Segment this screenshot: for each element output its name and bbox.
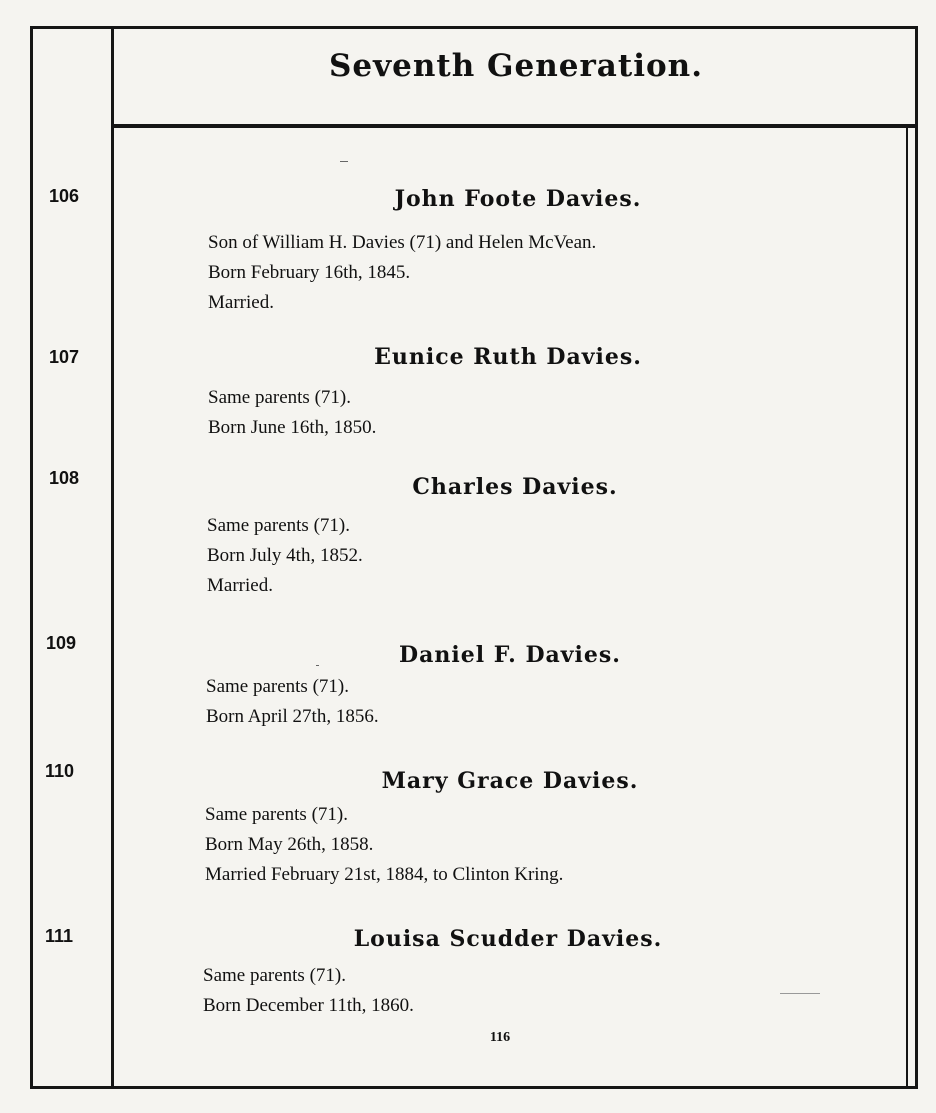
entry-details bbox=[206, 672, 379, 732]
entry-details bbox=[205, 800, 563, 890]
entry-details bbox=[203, 961, 414, 1021]
entry-line: Married February 21st, 1884, to Clinton Kring. bbox=[205, 864, 564, 885]
entry-line: Same parents (71). bbox=[208, 387, 351, 408]
entry-line: Son of William H. Davies (71) and Helen McVean. bbox=[208, 232, 597, 253]
inner-right-rule bbox=[906, 126, 908, 1089]
entry-line: Born February 16th, 1845. bbox=[208, 262, 411, 283]
entry-number: 106 bbox=[49, 186, 80, 206]
entry-number: 109 bbox=[46, 633, 77, 653]
entry-number: 108 bbox=[49, 468, 80, 488]
stray-mark bbox=[316, 665, 319, 666]
entry-details bbox=[207, 511, 363, 601]
entry-details bbox=[208, 228, 596, 318]
page-title: Seventh Generation. bbox=[328, 48, 704, 84]
entry-line: Born June 16th, 1850. bbox=[208, 417, 377, 438]
entry-line: Born July 4th, 1852. bbox=[207, 545, 363, 566]
entry-number: 107 bbox=[49, 347, 80, 367]
entry-number: 111 bbox=[45, 926, 74, 946]
entry-name: Louisa Scudder Davies. bbox=[353, 926, 663, 952]
entry-name: Charles Davies. bbox=[412, 474, 618, 500]
entry-line: Married. bbox=[207, 575, 273, 596]
entry-name: Daniel F. Davies. bbox=[399, 642, 621, 668]
entry-line: Born December 11th, 1860. bbox=[203, 995, 414, 1016]
entry-line: Born May 26th, 1858. bbox=[205, 834, 374, 855]
entry-number: 110 bbox=[45, 761, 75, 781]
number-column-rule bbox=[111, 26, 114, 1089]
entry-line: Same parents (71). bbox=[205, 804, 348, 825]
entry-details bbox=[208, 383, 376, 443]
entry-line: Same parents (71). bbox=[203, 965, 346, 986]
entry-line: Married. bbox=[208, 292, 274, 313]
entry-line: Same parents (71). bbox=[206, 676, 349, 697]
page-number: 116 bbox=[489, 1030, 511, 1045]
entry-name: Mary Grace Davies. bbox=[381, 768, 639, 794]
entry-name: John Foote Davies. bbox=[394, 186, 642, 212]
entry-line: Same parents (71). bbox=[207, 515, 350, 536]
entry-line: Born April 27th, 1856. bbox=[206, 706, 379, 727]
stray-mark bbox=[340, 161, 348, 162]
entry-name: Eunice Ruth Davies. bbox=[374, 344, 642, 370]
stray-mark bbox=[780, 993, 820, 994]
header-rule bbox=[114, 124, 918, 128]
